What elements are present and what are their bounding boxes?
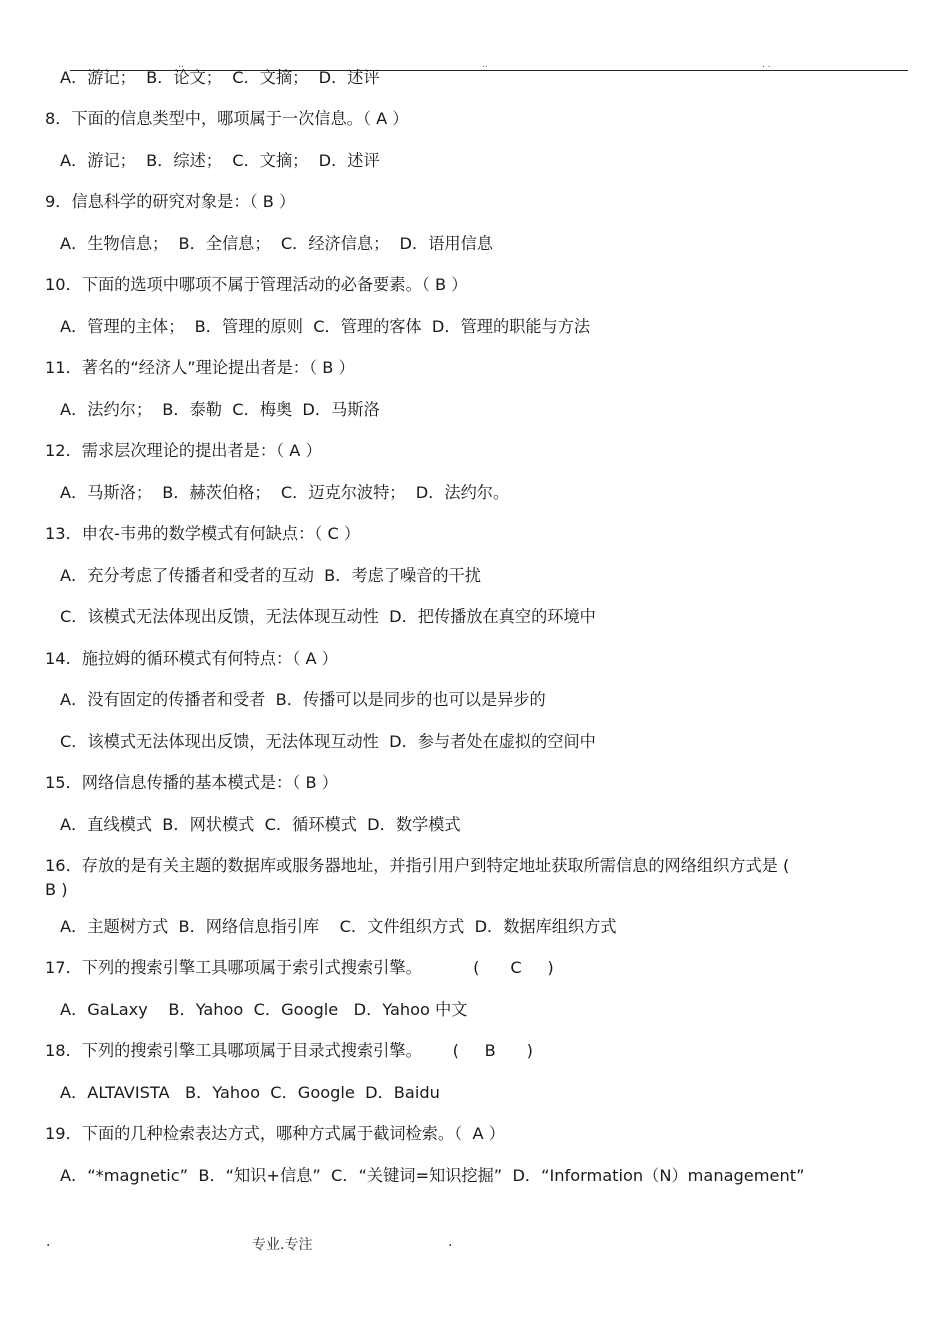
option-line: A．生物信息； B．全信息； C．经济信息； D．语用信息 xyxy=(60,234,493,253)
option-line: A．ALTAVISTA B．Yahoo C．Google D．Baidu xyxy=(60,1083,440,1102)
option-line: A．马斯洛； B．赫茨伯格； C．迈克尔波特； D．法约尔。 xyxy=(60,483,510,502)
option-line: A．GaLaxy B．Yahoo C．Google D．Yahoo 中文 xyxy=(60,1000,468,1019)
option-line: A．充分考虑了传播者和受者的互动 B．考虑了噪音的干扰 xyxy=(60,566,481,585)
header-mark-right: . . xyxy=(762,60,771,70)
option-line: A．没有固定的传播者和受者 B．传播可以是同步的也可以是异步的 xyxy=(60,690,546,709)
option-line: A．管理的主体； B．管理的原则 C．管理的客体 D．管理的职能与方法 xyxy=(60,317,591,336)
option-line: A．“*magnetic” B．“知识+信息” C．“关键词=知识挖掘” D．“Information（N）management” xyxy=(60,1166,805,1185)
footer-mark-right: . xyxy=(448,1234,453,1250)
question-line: 9．信息科学的研究对象是：（ B ） xyxy=(45,192,296,211)
footer-slogan: 专业.专注 xyxy=(252,1237,313,1253)
option-line: A．游记； B．论文； C．文摘； D．述评 xyxy=(60,68,380,87)
question-line: 8．下面的信息类型中，哪项属于一次信息。（ A ） xyxy=(45,109,409,128)
footer-mark-left: . xyxy=(46,1234,51,1250)
question-line: 19．下面的几种检索表达方式，哪种方式属于截词检索。（ A ） xyxy=(45,1124,505,1143)
question-line: 13．申农-韦弗的数学模式有何缺点：（ C ） xyxy=(45,524,361,543)
question-line: 14．施拉姆的循环模式有何特点：（ A ） xyxy=(45,649,338,668)
header-mark-left: .. xyxy=(178,60,184,70)
question-line: 11．著名的“经济人”理论提出者是：（ B ） xyxy=(45,358,355,377)
question-line: 16．存放的是有关主题的数据库或服务器地址，并指引用户到特定地址获取所需信息的网络组织方式是 ( B ) xyxy=(45,856,790,899)
option-line: A．直线模式 B．网状模式 C．循环模式 D．数学模式 xyxy=(60,815,461,834)
option-line: A．游记； B．综述； C．文摘； D．述评 xyxy=(60,151,380,170)
option-line: A．主题树方式 B．网络信息指引库 C．文件组织方式 D．数据库组织方式 xyxy=(60,917,617,936)
option-line: C．该模式无法体现出反馈，无法体现互动性 D．把传播放在真空的环境中 xyxy=(60,607,596,626)
question-line: 18．下列的搜索引擎工具哪项属于目录式搜索引擎。 ( B ) xyxy=(45,1041,533,1060)
question-line: 12．需求层次理论的提出者是：（ A ） xyxy=(45,441,322,460)
option-line: C．该模式无法体现出反馈，无法体现互动性 D．参与者处在虚拟的空间中 xyxy=(60,732,596,751)
option-line: A．法约尔； B．泰勒 C．梅奥 D．马斯洛 xyxy=(60,400,380,419)
question-line: 15．网络信息传播的基本模式是：（ B ） xyxy=(45,773,338,792)
header-mark-center: .. xyxy=(482,60,488,70)
question-line: 17．下列的搜索引擎工具哪项属于索引式搜索引擎。 ( C ) xyxy=(45,958,554,977)
question-line: 10．下面的选项中哪项不属于管理活动的必备要素。（ B ） xyxy=(45,275,468,294)
